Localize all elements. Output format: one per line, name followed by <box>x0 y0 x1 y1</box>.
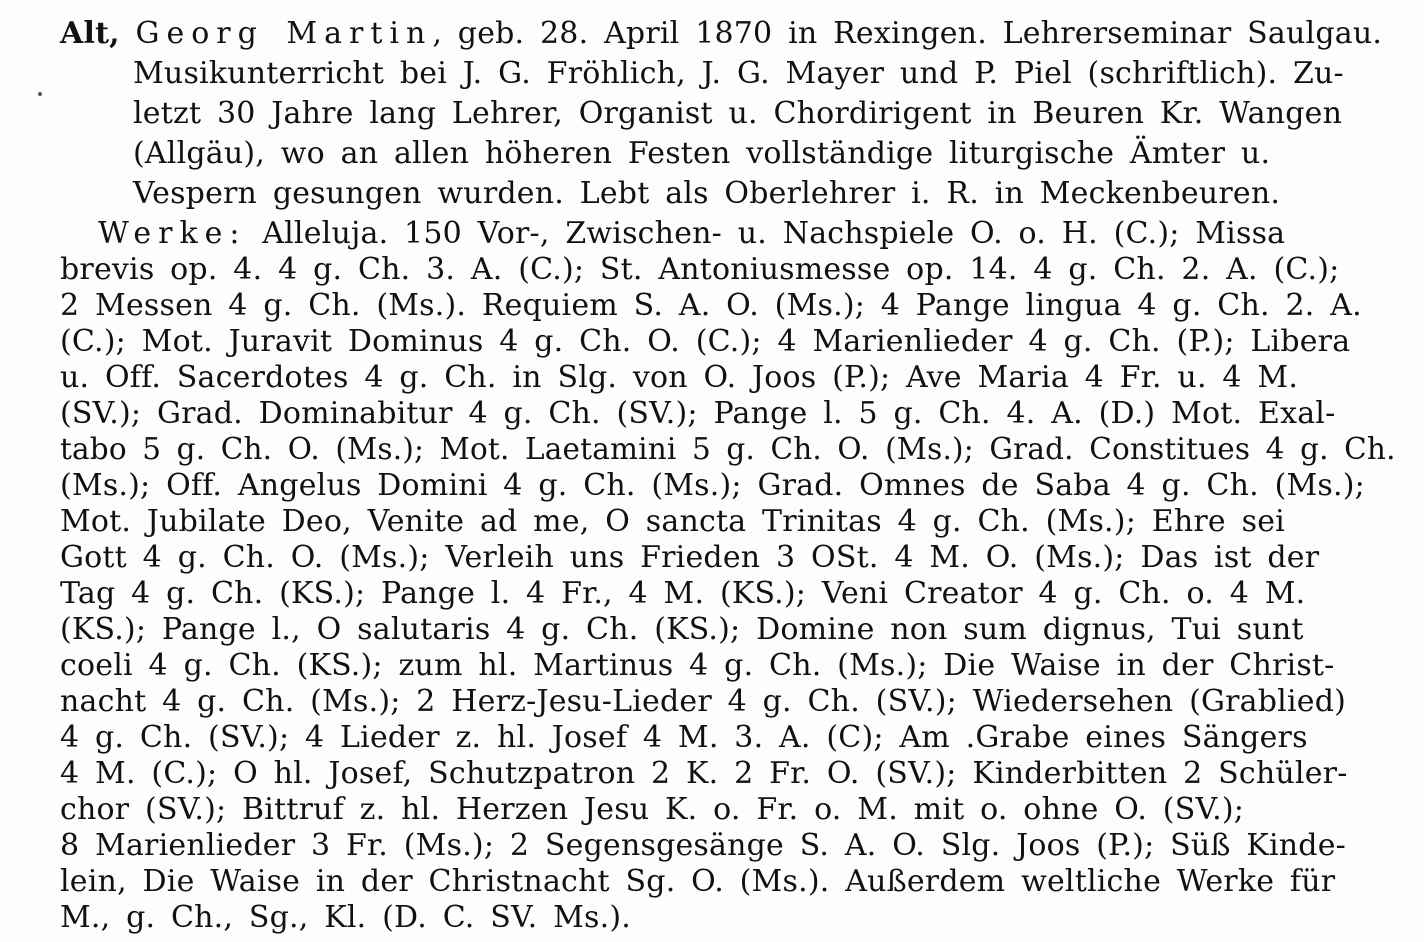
works-line: brevis op. 4. 4 g. Ch. 3. A. (C.); St. Antoniusmesse op. 14. 4 g. Ch. 2. A. (C.); <box>60 252 1340 287</box>
lexicon-entry <box>60 14 1396 936</box>
biography-line: (Allgäu), wo an allen höheren Festen vollständige liturgische Ämter u. <box>133 136 1271 171</box>
works-line: lein, Die Waise in der Christnacht Sg. O. (Ms.). Außerdem weltliche Werke für <box>60 864 1336 899</box>
works-line: Mot. Jubilate Deo, Venite ad me, O sancta Trinitas 4 g. Ch. (Ms.); Ehre sei <box>60 504 1285 539</box>
works-line: nacht 4 g. Ch. (Ms.); 2 Herz-Jesu-Lieder 4 g. Ch. (SV.); Wiedersehen (Grablied) <box>60 684 1347 719</box>
biography-line: letzt 30 Jahre lang Lehrer, Organist u. Chordirigent in Beuren Kr. Wangen <box>133 96 1343 131</box>
works-line: coeli 4 g. Ch. (KS.); zum hl. Martinus 4 g. Ch. (Ms.); Die Waise in der Christ- <box>60 648 1335 683</box>
entry-given-names: Georg Martin <box>135 16 433 51</box>
entry-heading-line <box>60 14 1396 54</box>
works-line: (KS.); Pange l., O salutaris 4 g. Ch. (KS.); Domine non sum dignus, Tui sunt <box>60 612 1304 647</box>
biography-line: Musikunterricht bei J. G. Fröhlich, J. G. Mayer und P. Piel (schriftlich). Zu- <box>133 56 1344 91</box>
works-line: 4 g. Ch. (SV.); 4 Lieder z. hl. Josef 4 M. 3. A. (C); Am .Grabe eines Sängers <box>60 720 1308 755</box>
biography-line: Vespern gesungen wurden. Lebt als Oberlehrer i. R. in Meckenbeuren. <box>133 176 1281 211</box>
works-line: Tag 4 g. Ch. (KS.); Pange l. 4 Fr., 4 M. (KS.); Veni Creator 4 g. Ch. o. 4 M. <box>60 576 1306 611</box>
works-line: 8 Marienlieder 3 Fr. (Ms.); 2 Segensgesänge S. A. O. Slg. Joos (P.); Süß Kinde- <box>60 828 1347 863</box>
works-line: tabo 5 g. Ch. O. (Ms.); Mot. Laetamini 5 g. Ch. O. (Ms.); Grad. Constitues 4 g. Ch. <box>60 432 1396 467</box>
works-line: chor (SV.); Bittruf z. hl. Herzen Jesu K. o. Fr. o. M. mit o. ohne O. (SV.); <box>60 792 1245 827</box>
works-block <box>60 216 1396 936</box>
entry-heading-rest: , geb. 28. April 1870 in Rexingen. Lehrerseminar Saulgau. <box>432 16 1383 51</box>
works-line: M., g. Ch., Sg., Kl. (D. C. SV. Ms.). <box>60 900 631 935</box>
works-line: Gott 4 g. Ch. O. (Ms.); Verleih uns Frieden 3 OSt. 4 M. O. (Ms.); Das ist der <box>60 540 1320 575</box>
works-line: 2 Messen 4 g. Ch. (Ms.). Requiem S. A. O. (Ms.); 4 Pange lingua 4 g. Ch. 2. A. <box>60 288 1362 323</box>
works-first-line <box>60 216 1396 252</box>
scan-speck <box>38 92 42 96</box>
biography-block <box>60 54 1396 214</box>
works-line: (C.); Mot. Juravit Dominus 4 g. Ch. O. (C.); 4 Marienlieder 4 g. Ch. (P.); Libera <box>60 324 1351 359</box>
works-first-line-text: Alleluja. 150 Vor-, Zwischen- u. Nachspiele O. o. H. (C.); Missa <box>246 216 1286 251</box>
works-line: (Ms.); Off. Angelus Domini 4 g. Ch. (Ms.); Grad. Omnes de Saba 4 g. Ch. (Ms.); <box>60 468 1365 503</box>
works-line: u. Off. Sacerdotes 4 g. Ch. in Slg. von O. Joos (P.); Ave Maria 4 Fr. u. 4 M. <box>60 360 1299 395</box>
works-label: Werke: <box>98 216 247 251</box>
entry-surname: Alt, <box>60 16 120 51</box>
works-line: (SV.); Grad. Dominabitur 4 g. Ch. (SV.); Pange l. 5 g. Ch. 4. A. (D.) Mot. Exal- <box>60 396 1336 431</box>
works-line: 4 M. (C.); O hl. Josef, Schutzpatron 2 K. 2 Fr. O. (SV.); Kinderbitten 2 Schüler- <box>60 756 1348 791</box>
